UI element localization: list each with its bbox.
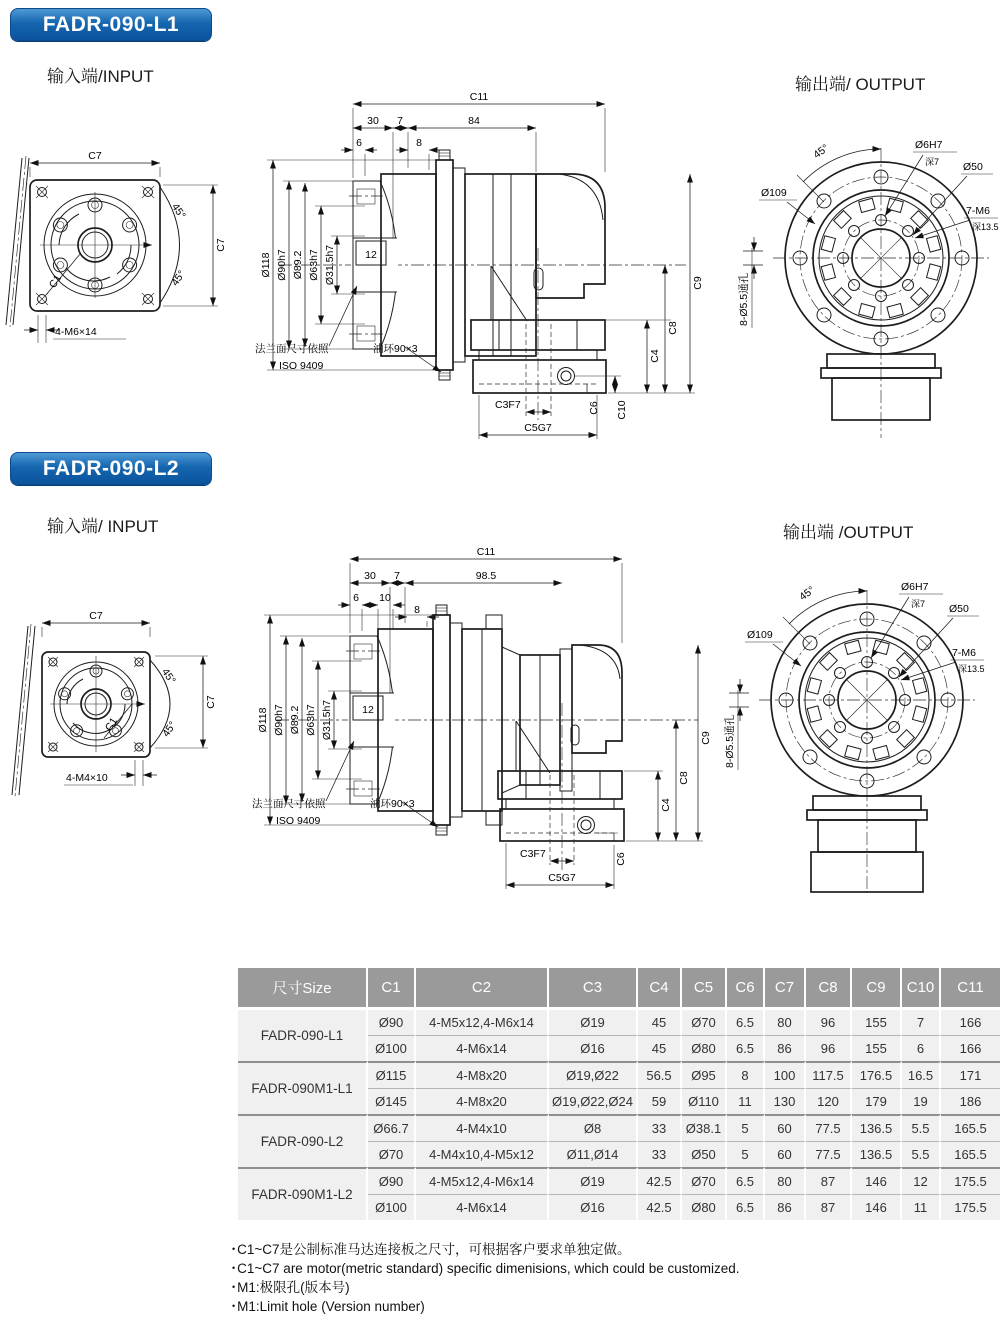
col-c7: C7 bbox=[765, 968, 806, 1010]
svg-text:98.5: 98.5 bbox=[475, 570, 497, 582]
svg-text:C6: C6 bbox=[588, 401, 600, 415]
dim-45: 45° bbox=[797, 584, 818, 604]
svg-text:C8: C8 bbox=[667, 321, 679, 335]
model-cell: FADR-090-L2 bbox=[238, 1114, 368, 1167]
svg-text:C3F7: C3F7 bbox=[520, 848, 546, 860]
dim-d109: Ø109 bbox=[761, 187, 787, 199]
svg-text:6: 6 bbox=[353, 592, 359, 604]
svg-text:C4: C4 bbox=[660, 798, 672, 812]
footnote-line: • C1~C7是公制标准马达连接板之尺寸，可根据客户要求单独定做。 bbox=[232, 1242, 631, 1257]
dim-45-top: 45° bbox=[168, 201, 188, 222]
right-dimensions bbox=[575, 174, 704, 420]
model-badge-l2: FADR-090-L2 bbox=[10, 452, 212, 485]
centerlines bbox=[279, 248, 686, 420]
col-c6: C6 bbox=[727, 968, 765, 1010]
svg-text:Ø31.5h7: Ø31.5h7 bbox=[321, 699, 333, 741]
svg-text:C11: C11 bbox=[469, 91, 489, 103]
col-c8: C8 bbox=[806, 968, 852, 1010]
output-view-drawing-l1 bbox=[735, 108, 1000, 443]
input-dimensions bbox=[24, 150, 227, 343]
dim-through-holes: 8-Ø5.5通孔 bbox=[724, 714, 736, 768]
dim-d50: Ø50 bbox=[949, 603, 969, 615]
svg-text:Ø89.2: Ø89.2 bbox=[289, 705, 301, 735]
svg-text:Ø89.2: Ø89.2 bbox=[292, 250, 304, 280]
svg-text:C9: C9 bbox=[700, 731, 712, 745]
dim-d50: Ø50 bbox=[963, 161, 983, 173]
svg-text:C3F7: C3F7 bbox=[495, 399, 521, 411]
footnote-line: • M1:极限孔(版本号) bbox=[232, 1280, 350, 1295]
dim-45: 45° bbox=[811, 142, 832, 162]
dim-45-bottom: 45° bbox=[169, 268, 189, 289]
side-edge-lines bbox=[12, 624, 35, 797]
dim-tap-depth: 深13.5 bbox=[958, 664, 985, 674]
dimension-table bbox=[238, 968, 1000, 1220]
right-dimensions bbox=[596, 645, 712, 866]
svg-text:8: 8 bbox=[414, 604, 420, 616]
col-size: 尺寸Size bbox=[238, 968, 368, 1010]
input-label-l2: 输入端/ INPUT bbox=[47, 517, 159, 536]
output-label-l2: 输出端 /OUTPUT bbox=[783, 523, 914, 542]
dim-screws: 4-M6×14 bbox=[55, 326, 97, 338]
flange-note-line1: 法兰面尺寸依照 bbox=[255, 343, 329, 355]
side-view-drawing-l1 bbox=[253, 88, 713, 443]
svg-text:Ø118: Ø118 bbox=[257, 707, 269, 733]
bullet-icon: • bbox=[232, 1244, 236, 1254]
dim-c7-top: C7 bbox=[88, 150, 102, 162]
table-row: FADR-090M1-L2 Ø90 4-M5x12,4-M6x14 Ø19 42.5 Ø70 6.5 80 87 146 12 175.5 bbox=[238, 1167, 1000, 1194]
svg-text:8: 8 bbox=[416, 137, 422, 149]
dim-pin: Ø6H7 bbox=[901, 581, 929, 593]
svg-text:Ø63h7: Ø63h7 bbox=[308, 249, 320, 281]
svg-text:7: 7 bbox=[394, 570, 400, 582]
svg-text:10: 10 bbox=[379, 592, 391, 604]
output-label-l1: 输出端/ OUTPUT bbox=[795, 75, 926, 94]
input-view-drawing-l1 bbox=[0, 125, 240, 360]
bullet-icon: • bbox=[232, 1263, 236, 1273]
centerlines bbox=[276, 703, 698, 871]
dim-c1: C1 bbox=[46, 272, 65, 291]
dim-d109: Ø109 bbox=[747, 629, 773, 641]
leader-notes bbox=[255, 286, 441, 372]
output-dimensions bbox=[723, 581, 985, 770]
svg-text:Ø118: Ø118 bbox=[260, 252, 272, 278]
flange-outline bbox=[42, 652, 170, 757]
flange-note-line2: ISO 9409 bbox=[279, 360, 324, 372]
svg-text:C4: C4 bbox=[649, 349, 661, 363]
svg-text:Ø90h7: Ø90h7 bbox=[276, 249, 288, 281]
svg-text:7: 7 bbox=[397, 115, 403, 127]
svg-text:84: 84 bbox=[468, 115, 480, 127]
output-view-drawing-l2 bbox=[720, 548, 1000, 898]
svg-text:C11: C11 bbox=[476, 546, 496, 558]
bullet-icon: • bbox=[232, 1282, 236, 1292]
col-c5: C5 bbox=[682, 968, 727, 1010]
footnote-line: • C1~C7 are motor(metric standard) specific dimenisions, which could be customized. bbox=[232, 1261, 740, 1276]
table-row: FADR-090-L1 Ø90 4-M5x12,4-M6x14 Ø19 45 Ø70 6.5 80 96 155 7 166 bbox=[238, 1010, 1000, 1035]
output-flange bbox=[759, 590, 975, 893]
table-row: FADR-090M1-L1 Ø115 4-M8x20 Ø19,Ø22 56.5 Ø95 8 100 117.5 176.5 16.5 171 bbox=[238, 1061, 1000, 1088]
input-view-drawing-l2 bbox=[0, 590, 250, 820]
col-c9: C9 bbox=[852, 968, 902, 1010]
oil-ring-note: 油环90×3 bbox=[373, 343, 418, 355]
dim-c7-top: C7 bbox=[89, 610, 103, 622]
table-row: Ø145 4-M8x20 Ø19,Ø22,Ø24 59 Ø110 11 130 120 179 19 186 bbox=[238, 1088, 1000, 1114]
col-c2: C2 bbox=[416, 968, 549, 1010]
model-cell: FADR-090M1-L1 bbox=[238, 1061, 368, 1114]
svg-text:C9: C9 bbox=[692, 276, 704, 290]
footnote-line: • M1:Limit hole (Version number) bbox=[232, 1299, 425, 1314]
col-c11: C11 bbox=[941, 968, 1000, 1010]
dim-tap: 7-M6 bbox=[952, 647, 976, 659]
svg-text:12: 12 bbox=[362, 704, 374, 716]
dim-45-bottom: 45° bbox=[160, 719, 180, 740]
output-dimensions bbox=[737, 139, 999, 328]
col-c4: C4 bbox=[638, 968, 682, 1010]
svg-text:C5G7: C5G7 bbox=[548, 872, 576, 884]
bullet-icon: • bbox=[232, 1301, 236, 1311]
model-cell: FADR-090-L1 bbox=[238, 1010, 368, 1061]
dim-c7-side: C7 bbox=[205, 695, 217, 709]
model-badge-l1: FADR-090-L1 bbox=[10, 8, 212, 41]
svg-text:30: 30 bbox=[367, 115, 379, 127]
top-dimensions bbox=[338, 546, 622, 693]
dim-c7-side: C7 bbox=[215, 238, 227, 252]
svg-text:12: 12 bbox=[365, 249, 377, 261]
dim-screws: 4-M4×10 bbox=[66, 772, 108, 784]
flange-note-line2: ISO 9409 bbox=[276, 815, 321, 827]
table-row: Ø100 4-M6x14 Ø16 45 Ø80 6.5 86 96 155 6 166 bbox=[238, 1035, 1000, 1061]
flange-note-line1: 法兰面尺寸依照 bbox=[252, 798, 326, 810]
leader-notes bbox=[252, 741, 438, 827]
dim-tap-depth: 深13.5 bbox=[972, 222, 999, 232]
input-label-l1: 输入端/INPUT bbox=[47, 67, 154, 86]
dim-c1: C1 bbox=[102, 715, 121, 734]
oil-ring-note: 油环90×3 bbox=[370, 798, 415, 810]
col-c1: C1 bbox=[368, 968, 416, 1010]
svg-text:C8: C8 bbox=[678, 771, 690, 785]
table-row: Ø70 4-M4x10,4-M5x12 Ø11,Ø14 33 Ø50 5 60 77.5 136.5 5.5 165.5 bbox=[238, 1141, 1000, 1167]
flange-outline bbox=[30, 180, 180, 311]
svg-text:C5G7: C5G7 bbox=[524, 422, 552, 434]
side-edge-lines bbox=[6, 156, 29, 327]
dim-through-holes: 8-Ø5.5通孔 bbox=[738, 272, 750, 326]
gearbox-body bbox=[349, 150, 606, 393]
footnotes bbox=[232, 1240, 740, 1316]
table-row: Ø100 4-M6x14 Ø16 42.5 Ø80 6.5 86 87 146 11 175.5 bbox=[238, 1194, 1000, 1220]
svg-text:C6: C6 bbox=[615, 852, 627, 866]
col-c10: C10 bbox=[902, 968, 941, 1010]
dim-pin: Ø6H7 bbox=[915, 139, 943, 151]
svg-text:C10: C10 bbox=[616, 400, 628, 420]
svg-text:Ø31.5h7: Ø31.5h7 bbox=[324, 244, 336, 286]
dim-45-top: 45° bbox=[158, 666, 178, 687]
svg-text:Ø63h7: Ø63h7 bbox=[305, 704, 317, 736]
col-c3: C3 bbox=[549, 968, 638, 1010]
dim-tap: 7-M6 bbox=[966, 205, 990, 217]
output-flange bbox=[773, 148, 989, 438]
side-view-drawing-l2 bbox=[250, 543, 720, 893]
svg-text:Ø90h7: Ø90h7 bbox=[273, 704, 285, 736]
model-cell: FADR-090M1-L2 bbox=[238, 1167, 368, 1220]
bottom-dimensions bbox=[506, 775, 614, 889]
dim-pin-depth: 深7 bbox=[925, 157, 940, 167]
table-row: FADR-090-L2 Ø66.7 4-M4x10 Ø8 33 Ø38.1 5 60 77.5 136.5 5.5 165.5 bbox=[238, 1114, 1000, 1141]
dim-pin-depth: 深7 bbox=[911, 599, 926, 609]
svg-text:6: 6 bbox=[356, 137, 362, 149]
svg-text:30: 30 bbox=[364, 570, 376, 582]
table-header-row bbox=[238, 968, 1000, 1010]
